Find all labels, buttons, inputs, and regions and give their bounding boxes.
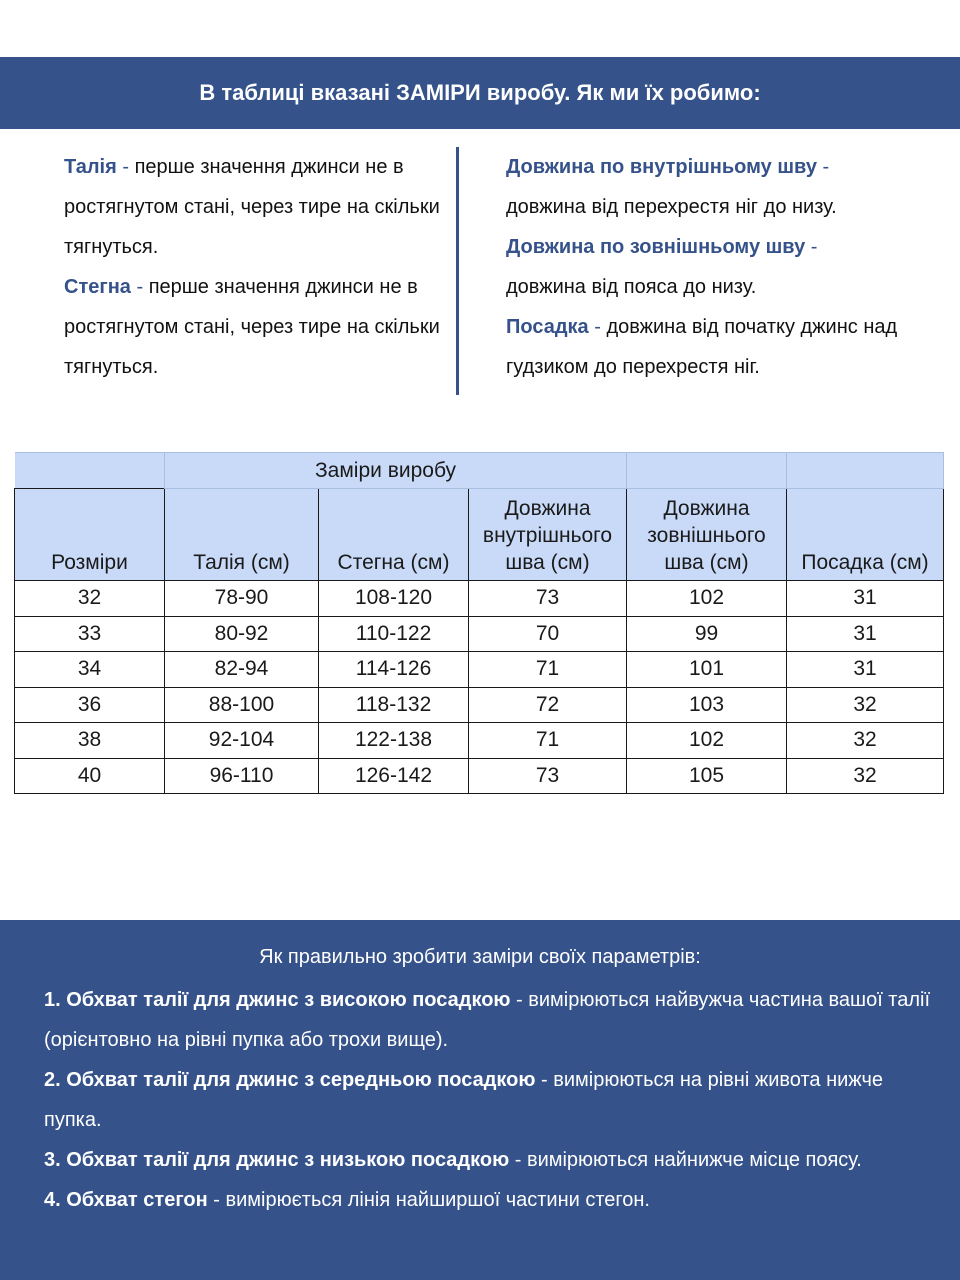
- table-cell: 126-142: [319, 758, 469, 794]
- header-line: внутрішнього: [482, 524, 613, 547]
- table-cell: 122-138: [319, 723, 469, 759]
- definition-text: довжина від початку джинс над гудзиком до перехрестя ніг.: [506, 316, 898, 378]
- header-rise: [787, 489, 944, 581]
- table-cell: 32: [787, 758, 944, 794]
- definition-text: довжина від перехрестя ніг до низу.: [506, 196, 837, 218]
- table-cell: 101: [627, 652, 787, 688]
- table-cell: 36: [15, 687, 165, 723]
- header-waist: [165, 489, 319, 581]
- table-group-empty-cell: [15, 453, 165, 489]
- table-cell: 82-94: [165, 652, 319, 688]
- size-table: [14, 452, 944, 794]
- header-line: Довжина: [504, 497, 591, 520]
- table-group-empty-cell: [627, 453, 787, 489]
- top-banner: [0, 57, 960, 129]
- guide-item: [44, 1060, 934, 1140]
- table-row: [15, 581, 944, 617]
- column-divider: [456, 147, 459, 395]
- guide-item-text: - вимірюються на рівні живота нижче пупка.: [44, 1069, 884, 1131]
- definition-outseam: Довжина по зовнішньому шву - довжина від пояса до низу.: [506, 236, 818, 298]
- table-body: [15, 581, 944, 794]
- table-cell: 80-92: [165, 616, 319, 652]
- table-cell: 88-100: [165, 687, 319, 723]
- table-group-label: Заміри виробу: [165, 453, 627, 489]
- header-line: Довжина: [663, 497, 750, 520]
- definition-text: перше значення джинси не в ростягнутом стані, через тире на скільки тягнуться.: [64, 156, 440, 258]
- table-cell: 31: [787, 581, 944, 617]
- header-line: Посадка (см): [801, 551, 929, 574]
- header-outseam: [627, 489, 787, 581]
- definition-hips: Стегна - перше значення джинси не в ростягнутом стані, через тире на скільки тягнуться.: [64, 276, 440, 378]
- definition-rise: Посадка - довжина від початку джинс над гудзиком до перехрестя ніг.: [506, 316, 898, 378]
- definitions-section: [0, 147, 960, 397]
- table-cell: 72: [469, 687, 627, 723]
- guide-item-heading: 3. Обхват талії для джинс з низькою посадкою: [44, 1149, 510, 1171]
- definition-text: довжина від пояса до низу.: [506, 276, 757, 298]
- definition-inseam: Довжина по внутрішньому шву - довжина від перехрестя ніг до низу.: [506, 156, 837, 218]
- table-cell: 73: [469, 581, 627, 617]
- table-cell: 70: [469, 616, 627, 652]
- table-cell: 34: [15, 652, 165, 688]
- guide-item: [44, 1140, 934, 1180]
- guide-item: [44, 980, 934, 1060]
- header-hips: [319, 489, 469, 581]
- definition-term: Довжина по зовнішньому шву: [506, 236, 806, 258]
- table-cell: 105: [627, 758, 787, 794]
- header-line: зовнішнього: [647, 524, 766, 547]
- header-inseam: [469, 489, 627, 581]
- guide-item-heading: 1. Обхват талії для джинс з високою посадкою: [44, 989, 511, 1011]
- header-size: [15, 489, 165, 581]
- table-cell: 38: [15, 723, 165, 759]
- table-cell: 103: [627, 687, 787, 723]
- table-row: [15, 687, 944, 723]
- table-cell: 102: [627, 581, 787, 617]
- definition-term: Стегна: [64, 276, 131, 298]
- guide-item-text: - вимірюється лінія найширшої частини стегон.: [207, 1189, 650, 1211]
- guide-title: Як правильно зробити заміри своїх параметрів:: [259, 946, 701, 968]
- table-row: [15, 723, 944, 759]
- table-cell: 108-120: [319, 581, 469, 617]
- table-cell: 33: [15, 616, 165, 652]
- table-group-header-row: [15, 453, 944, 489]
- table-cell: 102: [627, 723, 787, 759]
- definition-term: Довжина по внутрішньому шву: [506, 156, 817, 178]
- guide-item-text: - вимірюються найнижче місце поясу.: [509, 1149, 862, 1171]
- header-line: шва (см): [505, 551, 590, 574]
- table-cell: 110-122: [319, 616, 469, 652]
- banner-title: В таблиці вказані ЗАМІРИ виробу. Як ми їх робимо:: [199, 80, 761, 105]
- header-line: Розміри: [51, 551, 128, 574]
- definition-term: Посадка: [506, 316, 589, 338]
- table-cell: 118-132: [319, 687, 469, 723]
- guide-item-heading: 4. Обхват стегон: [44, 1189, 208, 1211]
- guide-item: [44, 1180, 934, 1220]
- definition-text: перше значення джинси не в ростягнутом стані, через тире на скільки тягнуться.: [64, 276, 440, 378]
- guide-items: [44, 980, 934, 1220]
- definitions-left: [64, 147, 444, 387]
- table-cell: 71: [469, 652, 627, 688]
- guide-item-text: - вимірюються найвужча частина вашої талії (орієнтовно на рівні пупка або трохи вище).: [44, 989, 931, 1051]
- table-cell: 71: [469, 723, 627, 759]
- table-header-row: [15, 489, 944, 581]
- definition-term: Талія: [64, 156, 117, 178]
- measurement-guide-panel: [0, 920, 960, 1280]
- table-cell: 92-104: [165, 723, 319, 759]
- table-cell: 114-126: [319, 652, 469, 688]
- table-cell: 96-110: [165, 758, 319, 794]
- table-cell: 32: [787, 687, 944, 723]
- table-cell: 73: [469, 758, 627, 794]
- definitions-right: [506, 147, 936, 387]
- table-cell: 99: [627, 616, 787, 652]
- guide-item-heading: 2. Обхват талії для джинс з середньою посадкою: [44, 1069, 536, 1091]
- table-cell: 32: [787, 723, 944, 759]
- header-line: Талія (см): [193, 551, 290, 574]
- table-row: [15, 652, 944, 688]
- table-cell: 40: [15, 758, 165, 794]
- table-cell: 78-90: [165, 581, 319, 617]
- table-cell: 32: [15, 581, 165, 617]
- table-cell: 31: [787, 616, 944, 652]
- table-group-empty-cell: [787, 453, 944, 489]
- header-line: Стегна (см): [337, 551, 450, 574]
- definition-waist: Талія - перше значення джинси не в ростягнутом стані, через тире на скільки тягнуться.: [64, 156, 440, 258]
- table-cell: 31: [787, 652, 944, 688]
- table-row: [15, 758, 944, 794]
- size-table-wrapper: [14, 452, 944, 794]
- header-line: шва (см): [664, 551, 749, 574]
- table-row: [15, 616, 944, 652]
